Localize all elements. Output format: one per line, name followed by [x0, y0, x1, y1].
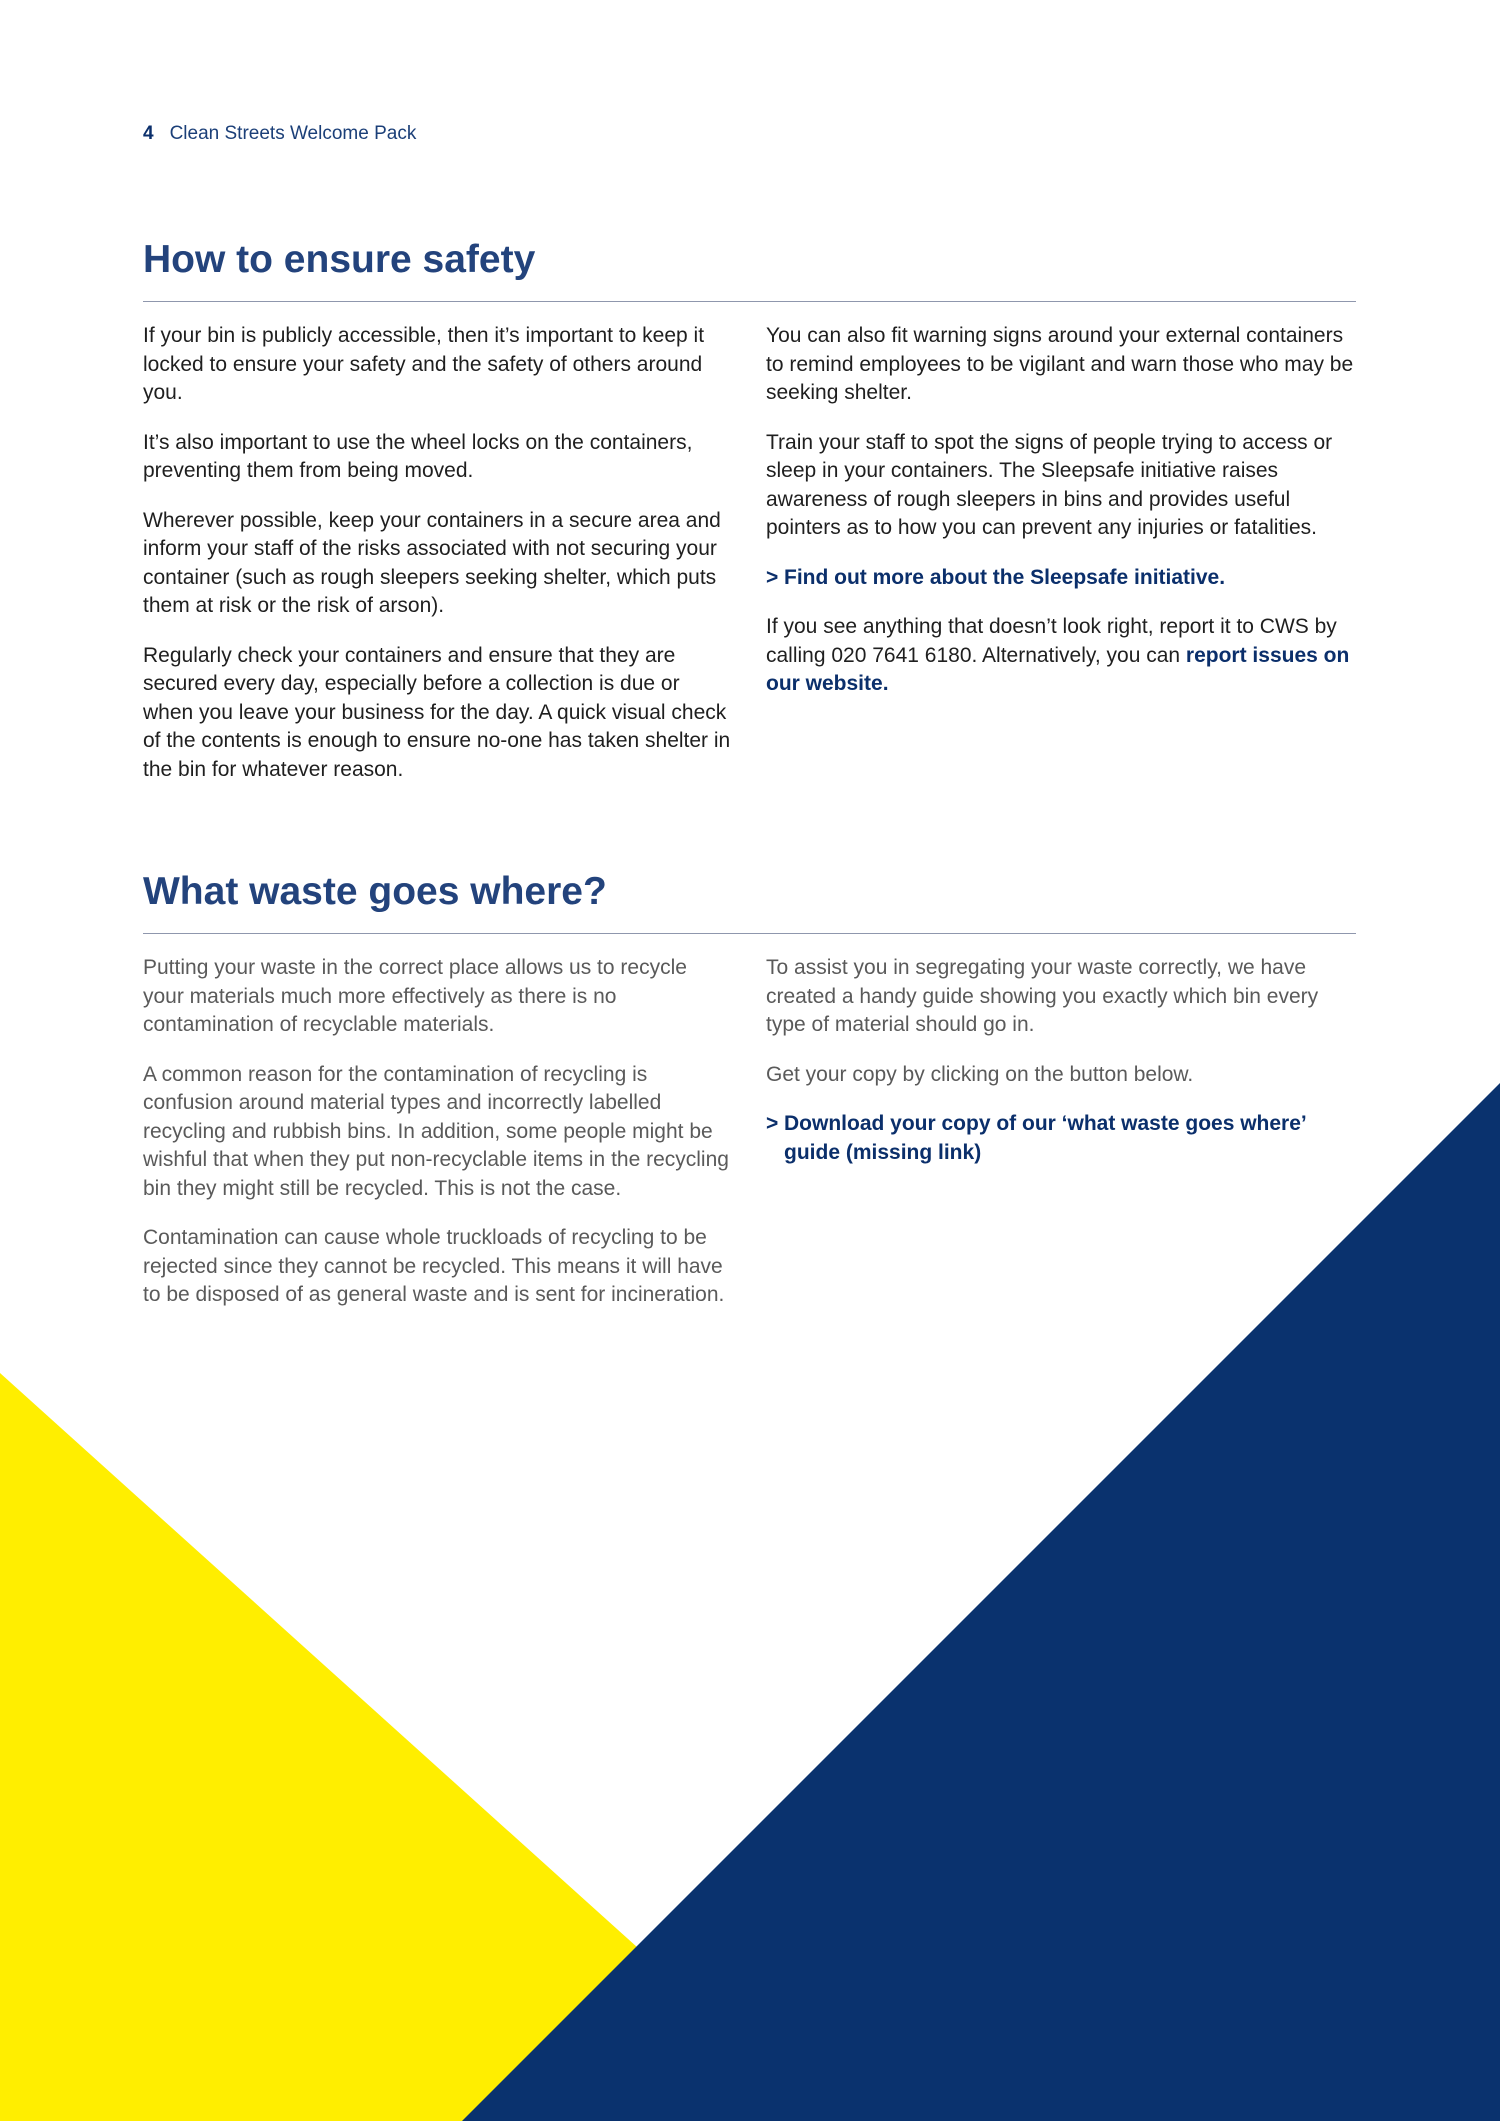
paragraph: Putting your waste in the correct place allows us to recycle your materials much more effectively as there is no contamination of recyclable materials.: [143, 956, 687, 1036]
paragraph: If your bin is publicly accessible, then it’s important to keep it locked to ensure your safety and the safety of others around you.: [143, 324, 705, 404]
paragraph: A common reason for the contamination of recycling is confusion around material types and incorrectly labelled recycling and rubbish bins. In addition, some people might be wishful that when they put non-recyclable items in the recycling bin they might still be recycled. This is not the case.: [143, 1062, 729, 1200]
document-title: Clean Streets Welcome Pack: [169, 123, 417, 144]
waste-section: [143, 869, 1356, 1331]
paragraph: It’s also important to use the wheel locks on the containers, preventing them from being moved.: [143, 430, 693, 482]
report-text: If you see anything that doesn’t look right, report it to CWS by calling 020 7641 6180. Alternatively, you can: [766, 615, 1337, 667]
left-column: [143, 322, 733, 805]
paragraph: Wherever possible, keep your containers in a secure area and inform your staff of the risks associated with not securing your container (such as rough sleepers seeking shelter, which puts them at risk or the risk of arson).: [143, 508, 721, 617]
paragraph: You can also fit warning signs around your external containers to remind employees to be vigilant and warn those who may be seeking shelter.: [766, 324, 1354, 404]
paragraph: Train your staff to spot the signs of people trying to access or sleep in your containers. The Sleepsafe initiative raises awareness of rough sleepers in bins and provides useful pointers as to how you can prevent any injuries or fatalities.: [766, 430, 1333, 539]
section-title: What waste goes where?: [143, 870, 607, 913]
download-guide-link[interactable]: [766, 1110, 1356, 1167]
link-label: Find out more about the Sleepsafe initiative.: [784, 565, 1226, 589]
paragraph: Contamination can cause whole truckloads of recycling to be rejected since they cannot be recycled. This means it will have to be disposed of as general waste and is sent for incineration.: [143, 1226, 725, 1306]
safety-section: [143, 237, 1356, 805]
section-divider: [143, 933, 1356, 934]
chevron-right-icon: >: [766, 565, 779, 589]
left-column: [143, 954, 733, 1331]
chevron-right-icon: >: [766, 1112, 779, 1135]
section-divider: [143, 301, 1356, 302]
page-number: 4: [143, 123, 154, 144]
report-issues-link[interactable]: report issues on our website.: [766, 643, 1350, 695]
page-header: [143, 123, 416, 145]
link-label: Download your copy of our ‘what waste goes where’ guide (missing link): [784, 1112, 1306, 1164]
right-column: [766, 954, 1356, 1331]
paragraph: To assist you in segregating your waste correctly, we have created a handy guide showing you exactly which bin every type of material should go in.: [766, 956, 1319, 1036]
section-title: How to ensure safety: [143, 238, 536, 281]
paragraph: Regularly check your containers and ensure that they are secured every day, especially before a collection is due or when you leave your business for the day. A quick visual check of the contents is enough to ensure no-one has taken shelter in the bin for whatever reason.: [143, 643, 731, 781]
sleepsafe-link[interactable]: [766, 564, 1356, 593]
right-column: [766, 322, 1356, 805]
report-paragraph: [766, 613, 1356, 699]
paragraph: Get your copy by clicking on the button below.: [766, 1062, 1194, 1086]
